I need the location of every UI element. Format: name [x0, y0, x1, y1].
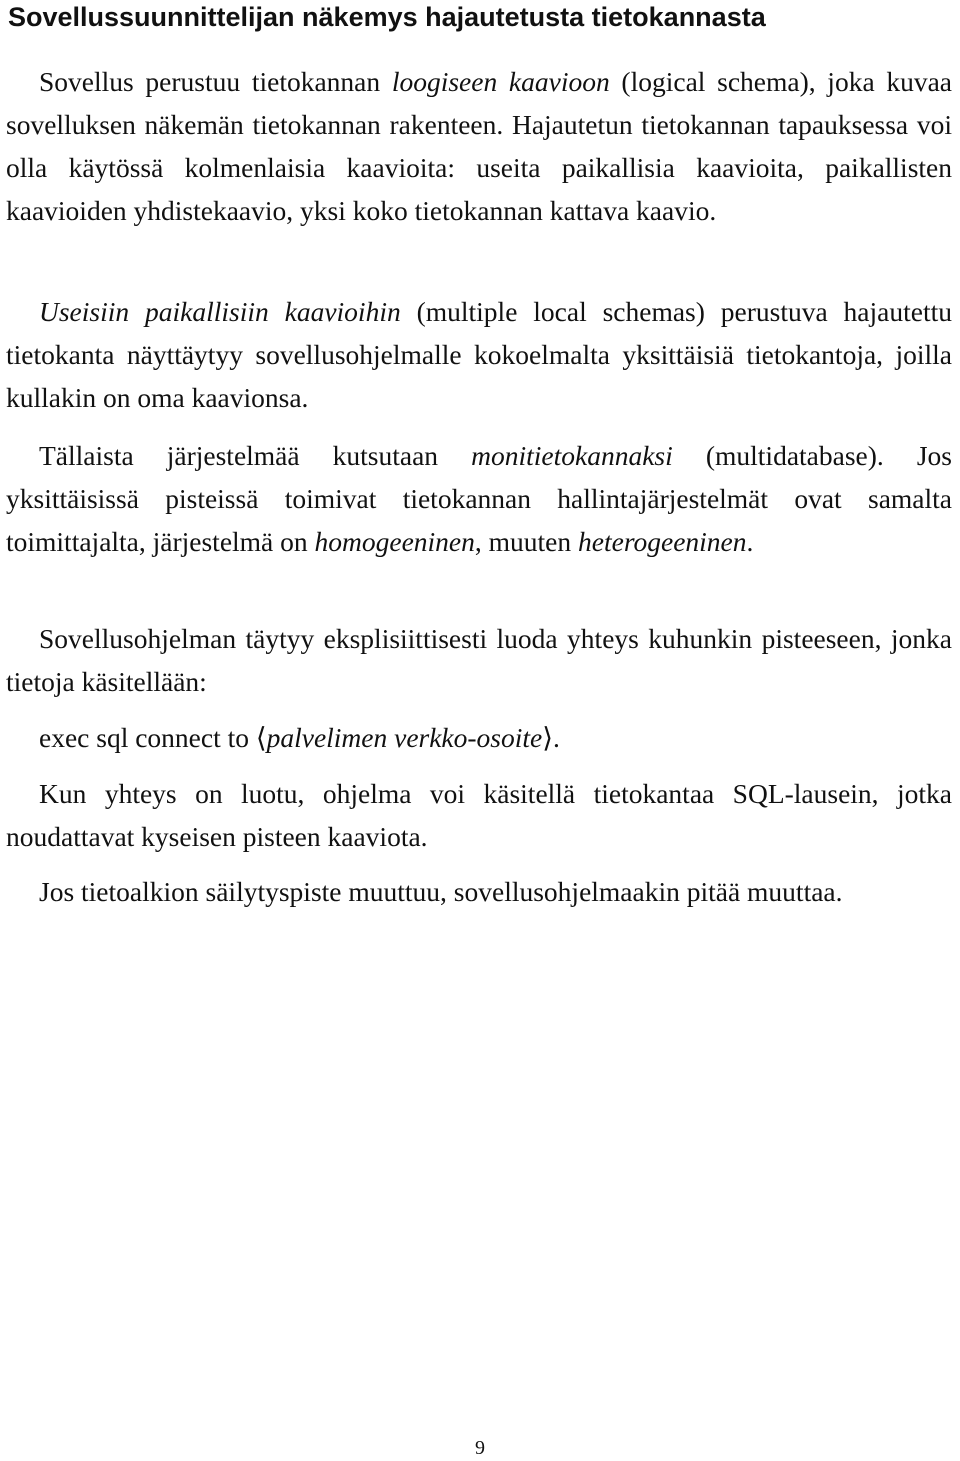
paragraph-multidatabase: [6, 434, 952, 563]
statement-end: .: [552, 722, 560, 753]
emphasis-term: loogiseen kaavioon: [391, 66, 610, 97]
emphasis-term: heterogeeninen: [578, 526, 747, 557]
paragraph-connection: [6, 617, 952, 703]
paragraph-text: Sovellusohjelman täytyy eksplisiittisesti luoda yhteys kuhunkin pisteeseen, jonka tietoja käsitellään:: [6, 623, 952, 697]
paragraph-logical-schema: [6, 60, 952, 232]
emphasis-term: monitietokannaksi: [471, 440, 673, 471]
paragraph-sql-statements: [6, 772, 952, 858]
section-heading: Sovellussuunnittelijan näkemys hajautetusta tietokannasta: [8, 2, 766, 32]
sql-keyword: exec sql connect to: [39, 722, 249, 753]
paragraph-text: Tällaista järjestelmää kutsutaan: [39, 440, 472, 471]
paragraph-text: (multidatabase). Jos yksittäisissä pisteissä toimivat tietokannan hallintajärjestelmät ovat samalta toimittajalta, järjestelmä on: [6, 440, 952, 557]
paragraph-text: (logical schema), joka kuvaa sovelluksen näkemän tietokannan rakenteen. Hajautetun tietokannan tapauksessa voi olla käytössä kolmenlaisia kaavioita: useita paikallisia kaavioita, paikallisten kaavioiden yhdistekaavio, yksi koko tietokannan kattava kaavio.: [6, 66, 953, 226]
sql-connect-statement: [39, 716, 560, 759]
emphasis-term: Useisiin paikallisiin kaavioihin: [39, 296, 401, 327]
page-number: 9: [475, 1437, 485, 1459]
paragraph-text: (multiple local schemas) perustuva hajautettu tietokanta näyttäytyy sovellusohjelmalle kokoelmalta yksittäisiä tietokantoja, joilla kullakin on oma kaavionsa.: [6, 296, 952, 413]
paragraph-text: Kun yhteys on luotu, ohjelma voi käsitellä tietokantaa SQL-lausein, jotka noudattavat kyseisen pisteen kaaviota.: [6, 778, 952, 852]
paragraph-text: Sovellus perustuu tietokannan: [39, 66, 392, 97]
paragraph-location-change: [6, 870, 952, 913]
angle-bracket-open: ⟨: [255, 722, 267, 753]
angle-bracket-close: ⟩: [542, 722, 553, 753]
sql-argument: palvelimen verkko-osoite: [266, 722, 543, 753]
paragraph-text: Jos tietoalkion säilytyspiste muuttuu, sovellusohjelmaakin pitää muuttaa.: [39, 876, 843, 907]
paragraph-text: .: [746, 526, 754, 557]
paragraph-text: , muuten: [474, 526, 579, 557]
emphasis-term: homogeeninen: [314, 526, 475, 557]
paragraph-local-schemas: [6, 290, 952, 419]
